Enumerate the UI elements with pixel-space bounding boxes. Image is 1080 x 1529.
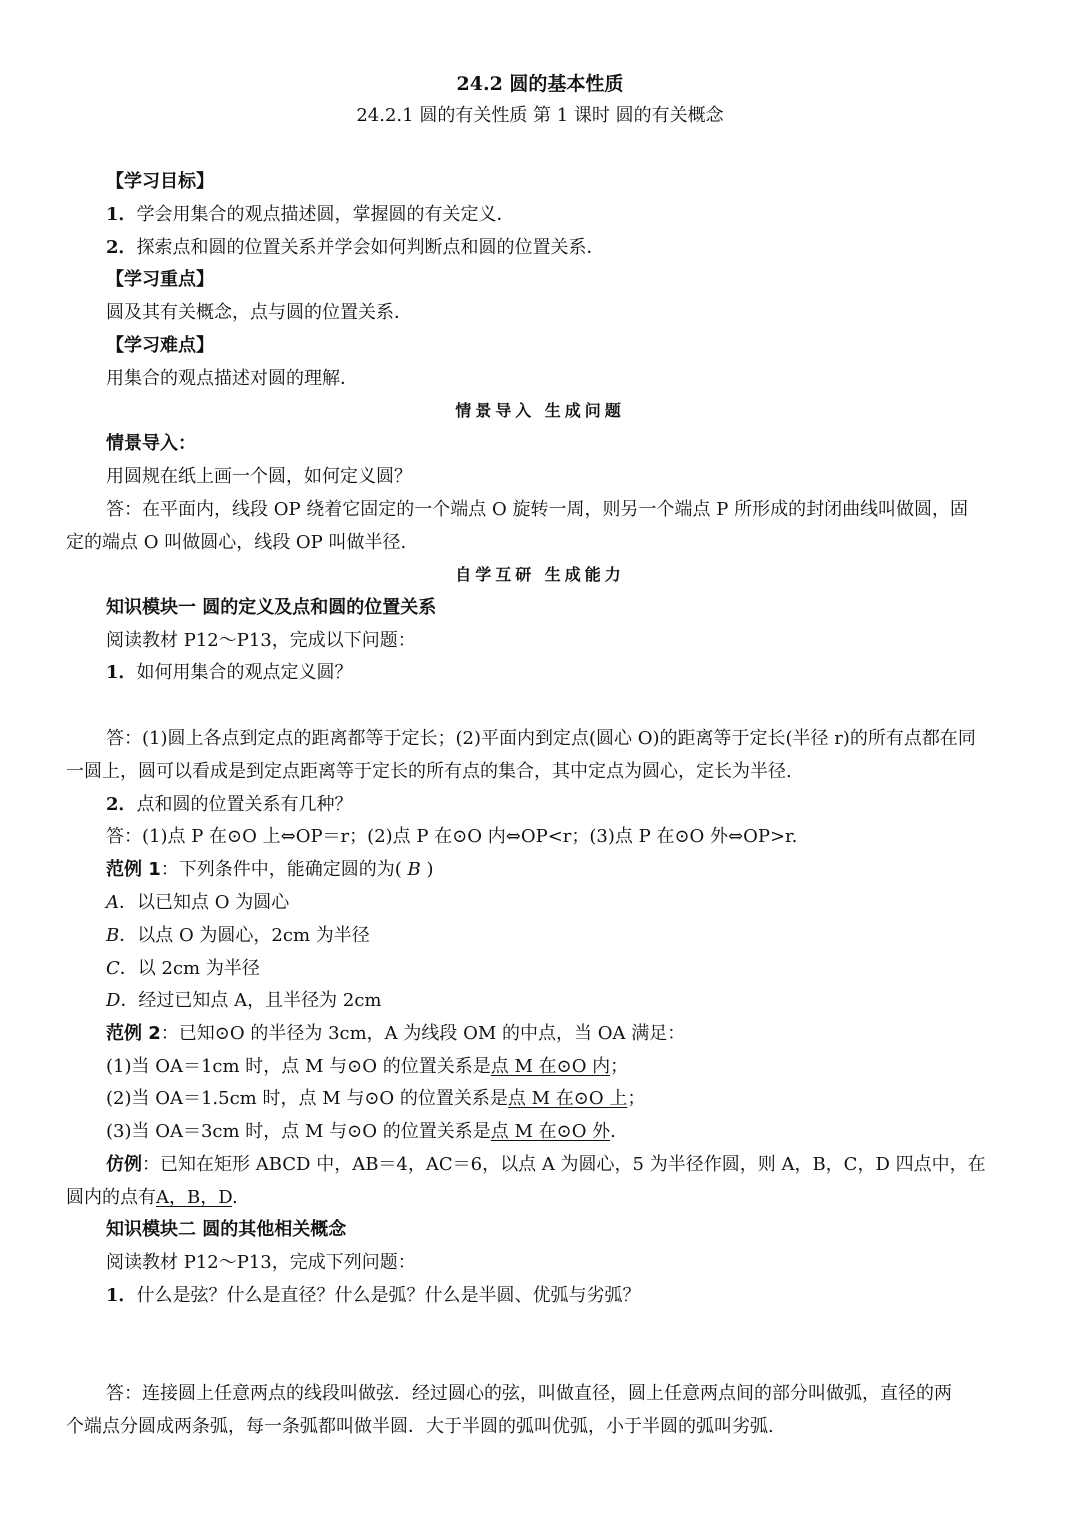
module2-answer-1-line1: 答：连接圆上任意两点的线段叫做弦．经过圆心的弦，叫做直径，圆上任意两点间的部分叫做弧，直径的两 bbox=[106, 1383, 952, 1404]
example-2-answer: 点 M 在⊙O 内 bbox=[490, 1056, 611, 1077]
example-2-item: (3)当 OA＝3cm 时，点 M 与⊙O 的位置关系是点 M 在⊙O 外. bbox=[106, 1121, 616, 1142]
example-2: 范例 2：已知⊙O 的半径为 3cm，A 为线段 OM 的中点，当 OA 满足： bbox=[106, 1023, 686, 1044]
example-2-answer: 点 M 在⊙O 上 bbox=[507, 1088, 628, 1109]
similar-example-answer: A，B，D bbox=[156, 1187, 233, 1208]
example-1-option: B．以点 O 为圆心，2cm 为半径 bbox=[106, 925, 370, 946]
section-title-self-study: 自学互研 生成能力 bbox=[455, 565, 625, 584]
page-title: 24.2 圆的基本性质 bbox=[456, 73, 624, 95]
example-1: 范例 1：下列条件中，能确定圆的为( B ) bbox=[106, 859, 434, 880]
goals-heading: 【学习目标】 bbox=[106, 171, 214, 192]
keypoints-heading: 【学习重点】 bbox=[106, 269, 214, 290]
module1-question-2: 2．点和圆的位置关系有几种？ bbox=[106, 794, 353, 815]
example-2-item: (2)当 OA＝1.5cm 时，点 M 与⊙O 的位置关系是点 M 在⊙O 上； bbox=[106, 1088, 646, 1109]
section-title-intro: 情景导入 生成问题 bbox=[455, 401, 625, 420]
module2-answer-1-line2: 个端点分圆成两条弧，每一条弧都叫做半圆．大于半圆的弧叫优弧，小于半圆的弧叫劣弧. bbox=[66, 1416, 774, 1437]
intro-answer-line1: 答：在平面内，线段 OP 绕着它固定的一个端点 O 旋转一周，则另一个端点 P 所形成的封闭曲线叫做圆，固 bbox=[106, 499, 969, 520]
module1-read: 阅读教材 P12～P13，完成以下问题： bbox=[106, 630, 416, 651]
page-subtitle: 24.2.1 圆的有关性质 第 1 课时 圆的有关概念 bbox=[356, 105, 724, 126]
example-1-option: D．经过已知点 A，且半径为 2cm bbox=[106, 990, 382, 1011]
difficulties-text: 用集合的观点描述对圆的理解． bbox=[106, 368, 358, 389]
similar-example-line2: 圆内的点有A，B，D. bbox=[66, 1187, 238, 1208]
difficulties-heading: 【学习难点】 bbox=[106, 335, 214, 356]
example-1-option: A．以已知点 O 为圆心 bbox=[106, 892, 290, 913]
module1-answer-1-line2: 一圆上，圆可以看成是到定点距离等于定长的所有点的集合，其中定点为圆心，定长为半径. bbox=[66, 761, 792, 782]
module2-question-1: 1．什么是弦？什么是直径？什么是弧？什么是半圆、优弧与劣弧？ bbox=[106, 1285, 641, 1306]
module1-answer-1-line1: 答：(1)圆上各点到定点的距离都等于定长；(2)平面内到定点(圆心 O)的距离等于定长(半径 r)的所有点都在同 bbox=[106, 728, 976, 749]
intro-answer-line2: 定的端点 O 叫做圆心，线段 OP 叫做半径. bbox=[66, 532, 407, 553]
example-1-answer: B bbox=[407, 859, 421, 880]
goal-item: 2．探索点和圆的位置关系并学会如何判断点和圆的位置关系． bbox=[106, 237, 605, 258]
module2-heading: 知识模块二 圆的其他相关概念 bbox=[106, 1219, 347, 1240]
example-1-option: C．以 2cm 为半径 bbox=[106, 958, 260, 979]
similar-example-line1: 仿例：已知在矩形 ABCD 中，AB＝4，AC＝6，以点 A 为圆心，5 为半径作圆，则 A，B，C，D 四点中，在 bbox=[106, 1154, 986, 1175]
example-2-item: (1)当 OA＝1cm 时，点 M 与⊙O 的位置关系是点 M 在⊙O 内； bbox=[106, 1056, 629, 1077]
module1-question-1: 1．如何用集合的观点定义圆？ bbox=[106, 662, 353, 683]
intro-question: 用圆规在纸上画一个圆，如何定义圆？ bbox=[106, 466, 412, 487]
module1-answer-2: 答：(1)点 P 在⊙O 上⇔OP＝r；(2)点 P 在⊙O 内⇔OP<r；(3)点 P 在⊙O 外⇔OP>r. bbox=[106, 826, 798, 847]
example-2-answer: 点 M 在⊙O 外 bbox=[490, 1121, 611, 1142]
module1-heading: 知识模块一 圆的定义及点和圆的位置关系 bbox=[106, 597, 437, 618]
module2-read: 阅读教材 P12～P13，完成下列问题： bbox=[106, 1252, 416, 1273]
keypoints-text: 圆及其有关概念，点与圆的位置关系． bbox=[106, 302, 412, 323]
goal-item: 1．学会用集合的观点描述圆，掌握圆的有关定义． bbox=[106, 204, 515, 225]
intro-heading: 情景导入： bbox=[106, 433, 196, 454]
